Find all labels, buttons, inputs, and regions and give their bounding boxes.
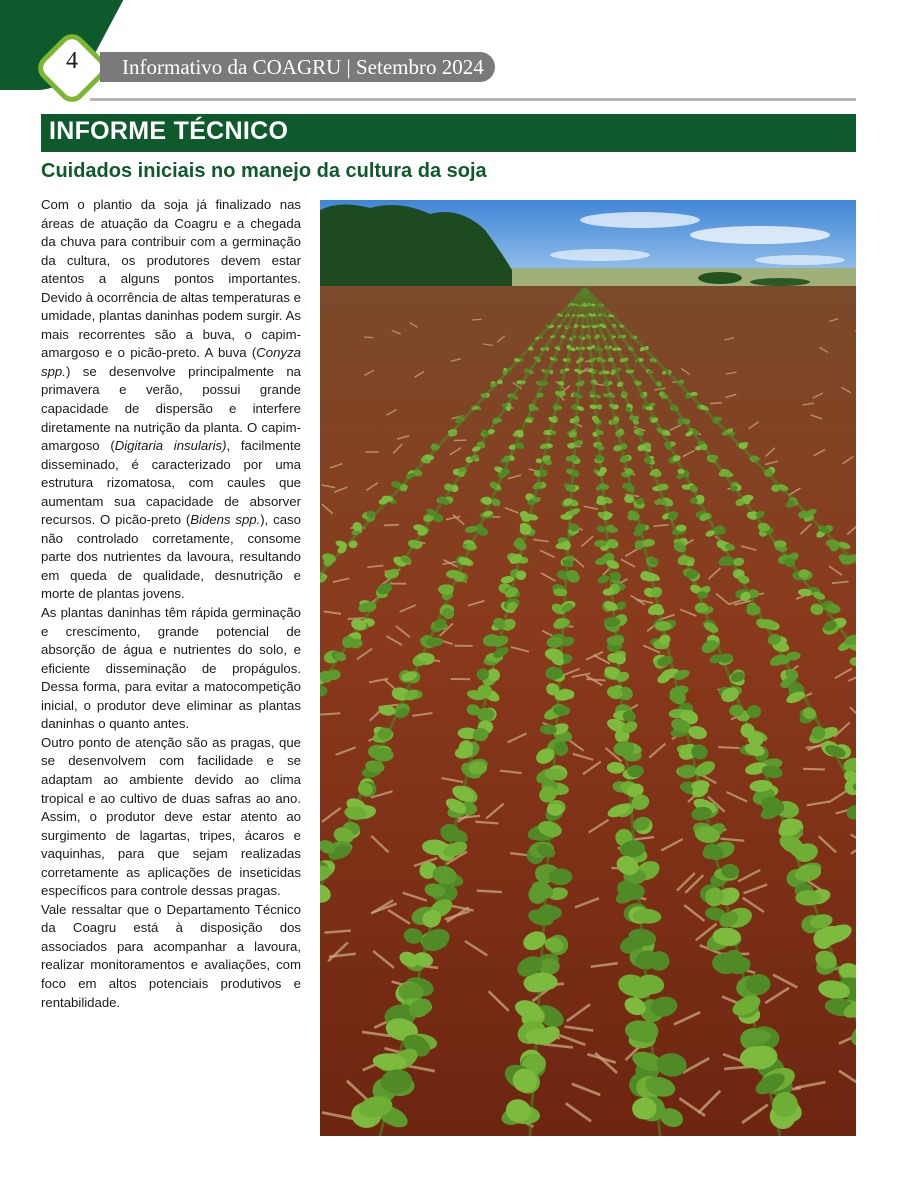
header-divider xyxy=(90,98,856,101)
section-title: INFORME TÉCNICO xyxy=(49,117,289,145)
paragraph-3: Outro ponto de atenção são as pragas, que se desenvolvem com facilidade e se adaptam ao ambiente devido ao clima tropical e ao cultivo de duas safras ao ano. Assim, o produtor deve estar atento ao surgimento de lagartas, tripes, ácaros e vaquinhas, para que sejam realizadas corretamente as aplicações de inseticidas específicos para controle dessas pragas. xyxy=(41,734,301,899)
paragraph-1: Com o plantio da soja já finalizado nas áreas de atuação da Coagru e a chegada da chuva para contribuir com a germinação da cultura, os produtores devem estar atentos a alguns pontos importantes. Devido à ocorrência de altas temperaturas e umidade, plantas daninhas podem surgir. As mais recorrentes são a buva, o capim-amargoso e o picão-preto. A buva (Conyza spp.) se desenvolve principalmente na primavera e verão, possui grande capacidade de dispersão e interfere diretamente na nutrição da planta. O capim-amargoso (Digitaria insularis), facilmente disseminado, é caracterizado por uma estrutura rizomatosa, com caules que aumentam sua capacidade de absorver recursos. O picão-preto (Bidens spp.), caso não controlado corretamente, consome parte dos nutrientes da lavoura, resultando em queda de qualidade, desnutrição e morte de plantas jovens. xyxy=(41,197,301,602)
soybean-field-photo xyxy=(320,200,856,1136)
page-number: 4 xyxy=(66,48,78,74)
article-body xyxy=(41,196,301,1012)
article-title: Cuidados iniciais no manejo da cultura da soja xyxy=(41,160,487,182)
soybean-field-image xyxy=(320,200,856,1136)
publication-title: Informativo da COAGRU | Setembro 2024 xyxy=(122,55,484,79)
paragraph-4: Vale ressaltar que o Departamento Técnico da Coagru está à disposição dos associados para acompanhar a lavoura, realizar monitoramentos e avaliações, com foco em altos potenciais produtivos e rentabilidade. xyxy=(41,901,301,1010)
paragraph-2: As plantas daninhas têm rápida germinação e crescimento, grande potencial de absorção de água e nutrientes do solo, e eficiente disseminação de propágulos. Dessa forma, para evitar a matocompetição inicial, o produtor deve eliminar as plantas daninhas o quanto antes. xyxy=(41,605,301,732)
